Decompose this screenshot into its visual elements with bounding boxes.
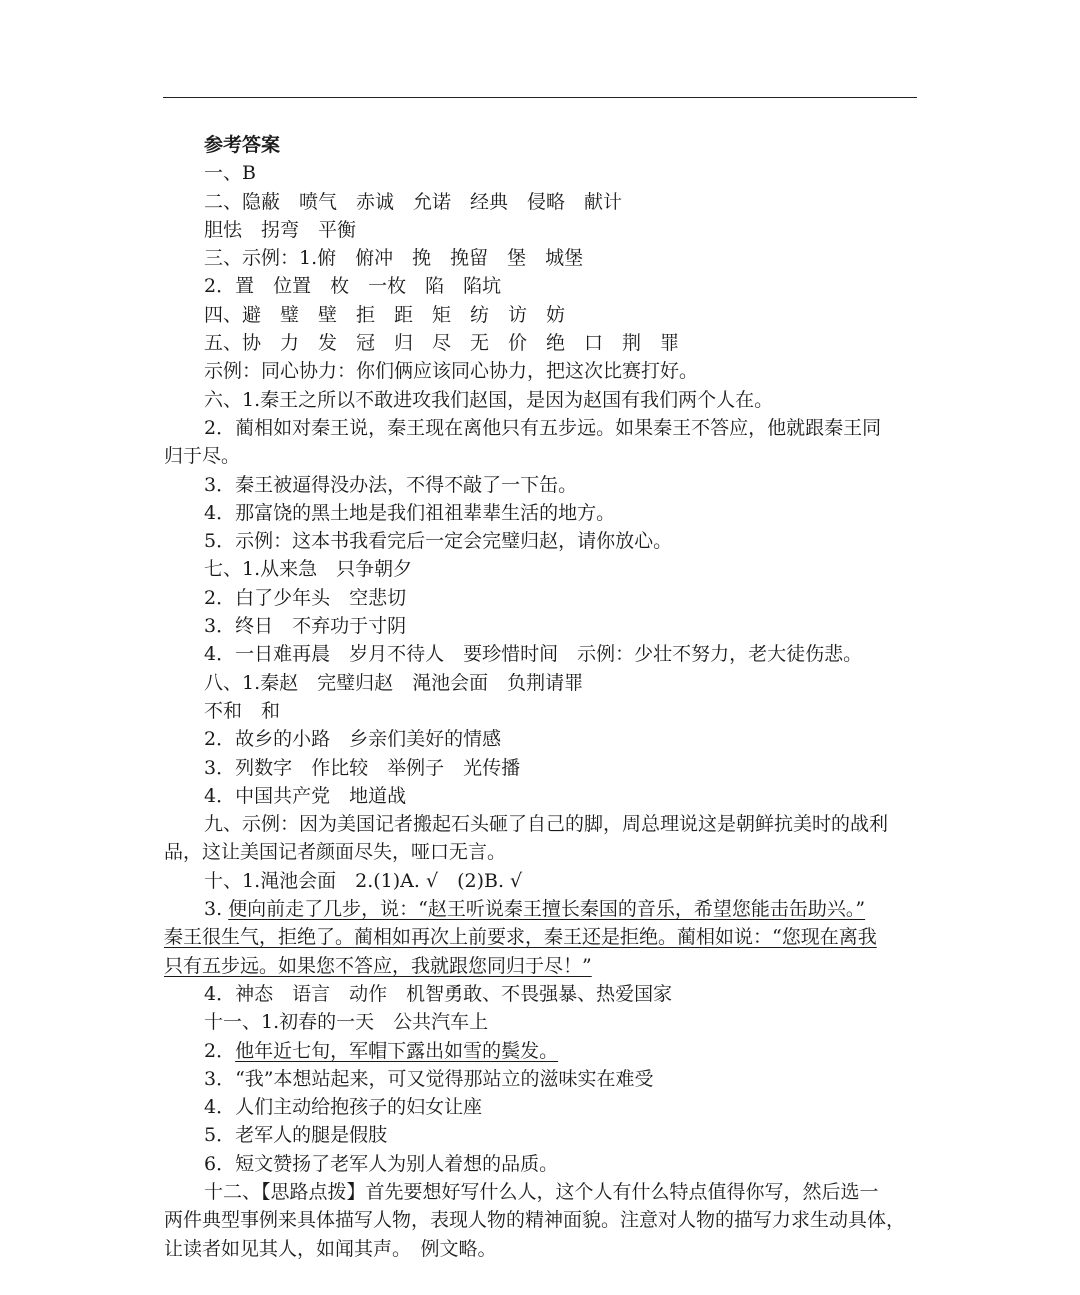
answer-line-11-1: 十一、1.初春的一天 公共汽车上	[204, 1011, 489, 1034]
answer-line-6-2: 2．蔺相如对秦王说，秦王现在离他只有五步远。如果秦王不答应，他就跟秦王同	[204, 416, 882, 439]
answer-line-12: 十二、【思路点拨】首先要想好写什么人，这个人有什么特点值得你写，然后选一	[204, 1180, 879, 1203]
answer-line-4: 四、避 璧 壁 拒 距 矩 纺 访 妨	[204, 303, 566, 326]
answer-line-10-3-cont-1: 秦王很生气，拒绝了。蔺相如再次上前要求，秦王还是拒绝。蔺相如说：“您现在离我	[164, 926, 877, 949]
answer-line-11-5: 5．老军人的腿是假肢	[204, 1124, 388, 1147]
answer-line-8-3: 3．列数字 作比较 举例子 光传播	[204, 756, 521, 779]
answer-line-11-4: 4．人们主动给抱孩子的妇女让座	[204, 1096, 483, 1119]
answer-line-6-3: 3．秦王被逼得没办法，不得不敲了一下缶。	[204, 473, 578, 496]
answer-line-7-2: 2．白了少年头 空悲切	[204, 586, 407, 609]
answer-key	[164, 131, 920, 1263]
answer-line-6-2-cont: 归于尽。	[164, 445, 241, 468]
answer-line-5-example: 示例：同心协力：你们俩应该同心协力，把这次比赛打好。	[204, 360, 699, 383]
answer-line-10-1: 十、1.渑池会面 2.(1)A. √ (2)B. √	[204, 869, 523, 892]
answer-line-2-cont: 胆怯 拐弯 平衡	[204, 218, 357, 241]
answer-line-6-1: 六、1.秦王之所以不敢进攻我们赵国，是因为赵国有我们两个人在。	[204, 388, 774, 411]
answer-line-7-1: 七、1.从来急 只争朝夕	[204, 558, 413, 581]
answer-line-8-1: 八、1.秦赵 完璧归赵 渑池会面 负荆请罪	[204, 671, 584, 694]
answer-line-11-3: 3．“我”本想站起来，可又觉得那站立的滋味实在难受	[204, 1067, 654, 1090]
answer-line-9: 九、示例：因为美国记者搬起石头砸了自己的脚，周总理说这是朝鲜抗美时的战利	[204, 813, 889, 836]
answer-line-3: 三、示例：1.俯 俯冲 挽 挽留 堡 城堡	[204, 247, 584, 270]
answer-11-2-underlined: 他年近七旬，军帽下露出如雪的鬓发。	[235, 1039, 559, 1062]
answer-line-3-2: 2．置 位置 枚 一枚 陷 陷坑	[204, 275, 502, 298]
answer-line-9-cont: 品，这让美国记者颜面尽失，哑口无言。	[164, 841, 507, 864]
answer-line-7-4: 4．一日难再晨 岁月不待人 要珍惜时间 示例：少壮不努力，老大徒伤悲。	[204, 643, 863, 666]
answer-line-10-3	[164, 895, 920, 923]
answer-line-8-1-cont: 不和 和	[204, 699, 281, 722]
answer-line-12-cont-1: 两件典型事例来具体描写人物，表现人物的精神面貌。注意对人物的描写力求生动具体，	[164, 1209, 906, 1232]
header-rule	[163, 97, 917, 98]
answer-line-7-3: 3．终日 不弃功于寸阴	[204, 615, 407, 638]
answer-line-8-4: 4．中国共产党 地道战	[204, 784, 407, 807]
answer-line-12-cont-2: 让读者如见其人，如闻其声。 例文略。	[164, 1237, 497, 1260]
answer-line-2: 二、隐蔽 喷气 赤诚 允诺 经典 侵略 献计	[204, 190, 623, 213]
answer-line-1: 一、B	[204, 162, 256, 185]
answer-line-8-2: 2．故乡的小路 乡亲们美好的情感	[204, 728, 502, 751]
answer-10-3-underlined-end: 只有五步远。如果您不答应，我就跟您同归于尽！”	[164, 954, 592, 977]
answer-line-10-4: 4．神态 语言 动作 机智勇敢、不畏强暴、热爱国家	[204, 982, 673, 1005]
answer-10-3-number: 3.	[204, 898, 229, 921]
answer-11-2-number: 2．	[204, 1039, 236, 1062]
answer-line-11-6: 6．短文赞扬了老军人为别人着想的品质。	[204, 1152, 559, 1175]
answer-line-10-3-cont-2	[164, 952, 920, 980]
answer-10-3-underlined: 便向前走了几步，说：“赵王听说秦王擅长秦国的音乐，希望您能击缶助兴。”	[228, 898, 866, 921]
answer-line-5: 五、协 力 发 冠 归 尽 无 价 绝 口 荆 罪	[204, 332, 680, 355]
page-title: 参考答案	[204, 134, 281, 156]
answer-line-6-4: 4．那富饶的黑土地是我们祖祖辈辈生活的地方。	[204, 501, 616, 524]
answer-line-6-5: 5．示例：这本书我看完后一定会完璧归赵，请你放心。	[204, 530, 673, 553]
answer-line-11-2	[164, 1037, 920, 1065]
